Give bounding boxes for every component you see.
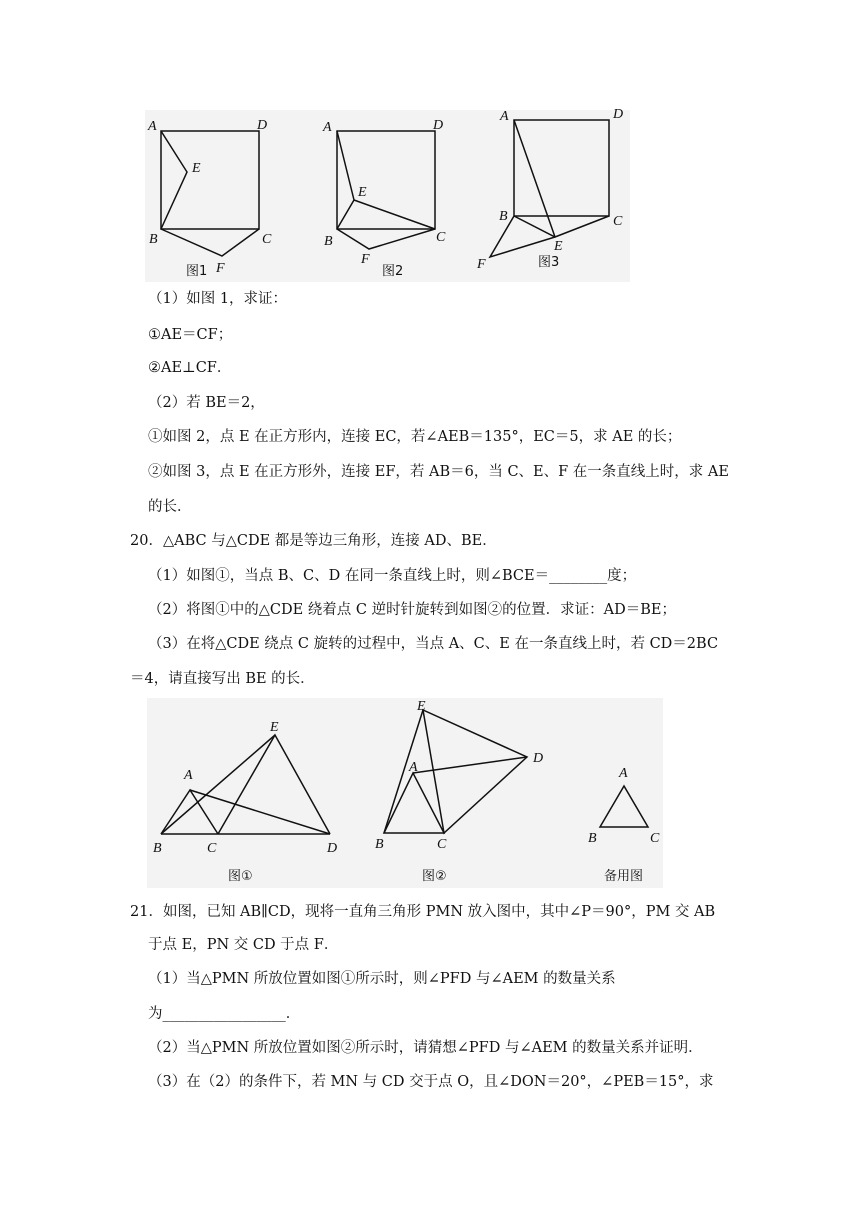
label-E: E	[192, 161, 201, 176]
label-B: B	[375, 837, 384, 852]
q19-line-3: ②AE⊥CF．	[148, 360, 232, 376]
label-A: A	[148, 119, 157, 134]
caption-fig1: 图1	[186, 264, 208, 279]
label-D: D	[327, 841, 338, 856]
label-D: D	[533, 751, 544, 766]
label-E: E	[417, 699, 426, 714]
label-B: B	[324, 234, 333, 249]
q21-line-4: 为_________________．	[148, 1006, 301, 1022]
caption-20-backup: 备用图	[604, 869, 644, 884]
caption-fig3: 图3	[538, 255, 560, 270]
label-F: F	[216, 261, 225, 276]
q19-line-6: ②如图 3，点 E 在正方形外，连接 EF，若 AB＝6，当 C、E、F 在一条直线上时，求 AE	[148, 464, 729, 480]
label-D: D	[433, 118, 444, 133]
caption-20-fig2: 图②	[422, 869, 447, 884]
label-F: F	[477, 257, 486, 272]
q21-line-3: （1）当△PMN 所放位置如图①所示时，则∠PFD 与∠AEM 的数量关系	[148, 971, 616, 987]
label-C: C	[437, 837, 447, 852]
q20-line-1: 20．△ABC 与△CDE 都是等边三角形，连接 AD、BE．	[130, 533, 497, 549]
label-B: B	[153, 841, 162, 856]
label-E: E	[554, 239, 563, 254]
label-A: A	[500, 109, 509, 124]
q20-line-2: （1）如图①，当点 B、C、D 在同一条直线上时，则∠BCE＝________度；	[148, 568, 637, 584]
caption-fig2: 图2	[382, 264, 404, 279]
q19-line-4: （2）若 BE＝2，	[148, 395, 265, 411]
label-A: A	[409, 760, 418, 775]
q19-line-2: ①AE＝CF；	[148, 327, 233, 343]
q19-line-5: ①如图 2，点 E 在正方形内，连接 EC，若∠AEB＝135°，EC＝5，求 AE 的长；	[148, 429, 682, 445]
label-D: D	[257, 118, 268, 133]
label-B: B	[149, 232, 158, 247]
label-C: C	[207, 841, 217, 856]
q19-line-1: （1）如图 1，求证：	[148, 291, 288, 307]
q20-line-5: ＝4，请直接写出 BE 的长．	[130, 671, 315, 687]
label-A: A	[619, 766, 628, 781]
label-C: C	[613, 214, 623, 229]
label-F: F	[361, 252, 370, 267]
caption-20-fig1: 图①	[228, 869, 253, 884]
label-C: C	[650, 831, 660, 846]
label-B: B	[499, 209, 508, 224]
label-B: B	[588, 831, 597, 846]
q20-line-3: （2）将图①中的△CDE 绕着点 C 逆时针旋转到如图②的位置．求证：AD＝BE；	[148, 602, 676, 618]
label-C: C	[262, 232, 272, 247]
q20-line-4: （3）在将△CDE 绕点 C 旋转的过程中，当点 A、C、E 在一条直线上时，若 CD＝2BC	[148, 636, 719, 652]
label-D: D	[613, 107, 624, 122]
q21-line-1: 21．如图，已知 AB∥CD，现将一直角三角形 PMN 放入图中，其中∠P＝90°，PM 交 AB	[130, 904, 716, 920]
q21-line-5: （2）当△PMN 所放位置如图②所示时，请猜想∠PFD 与∠AEM 的数量关系并证明．	[148, 1040, 703, 1056]
label-E: E	[358, 185, 367, 200]
q19-line-7: 的长．	[148, 499, 192, 515]
label-A: A	[184, 768, 193, 783]
q21-line-6: （3）在（2）的条件下，若 MN 与 CD 交于点 O，且∠DON＝20°，∠PEB＝15°，求	[148, 1074, 714, 1090]
label-A: A	[323, 120, 332, 135]
label-E: E	[270, 720, 279, 735]
q21-line-2: 于点 E，PN 交 CD 于点 F．	[148, 937, 339, 953]
figure-group-top	[0, 0, 860, 290]
figure-group-mid	[0, 695, 860, 895]
label-C: C	[436, 230, 446, 245]
